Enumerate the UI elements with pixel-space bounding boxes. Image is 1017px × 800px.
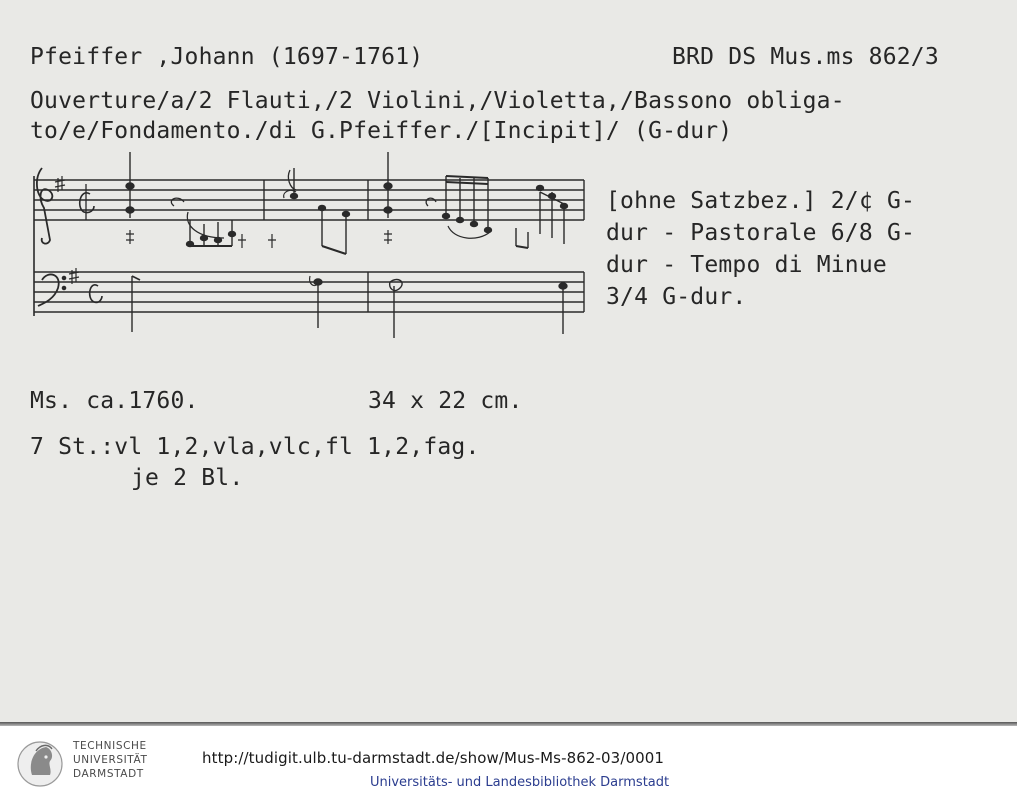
- footer-bar: [0, 727, 1017, 800]
- treble-staff: [34, 180, 584, 220]
- institution-line-1: TECHNISCHE: [73, 740, 147, 752]
- title-line-1: Ouverture/a/2 Flauti,/2 Violini,/Violetta,/Bassono obliga-: [30, 88, 845, 114]
- tu-darmstadt-athena-logo-icon: [16, 735, 64, 793]
- shelfmark: BRD DS Mus.ms 862/3: [672, 44, 939, 70]
- parts-line-2: je 2 Bl.: [131, 465, 244, 491]
- institution-line-3: DARMSTADT: [73, 768, 144, 780]
- library-name-link[interactable]: Universitäts- und Landesbibliothek Darmstadt: [370, 775, 670, 790]
- manuscript-date: Ms. ca.1760.: [30, 388, 199, 414]
- parts-line-1: 7 St.:vl 1,2,vla,vlc,fl 1,2,fag.: [30, 434, 480, 460]
- title-line-2: to/e/Fondamento./di G.Pfeiffer./[Incipit]/ (G-dur): [30, 118, 733, 144]
- music-incipit: [28, 148, 594, 348]
- movement-line-3: dur - Tempo di Minue: [606, 252, 887, 278]
- institution-name: [73, 739, 148, 781]
- permalink-url[interactable]: http://tudigit.ulb.tu-darmstadt.de/show/Mus-Ms-862-03/0001: [202, 749, 665, 767]
- institution-line-2: UNIVERSITÄT: [73, 754, 148, 766]
- movement-line-4: 3/4 G-dur.: [606, 284, 747, 310]
- composer-line: Pfeiffer ,Johann (1697-1761): [30, 44, 424, 70]
- movement-line-2: dur - Pastorale 6/8 G-: [606, 220, 916, 246]
- bass-staff: [34, 272, 584, 312]
- dimensions: 34 x 22 cm.: [368, 388, 523, 414]
- movement-line-1: [ohne Satzbez.] 2/¢ G-: [606, 188, 916, 214]
- card-edge-divider: [0, 722, 1017, 726]
